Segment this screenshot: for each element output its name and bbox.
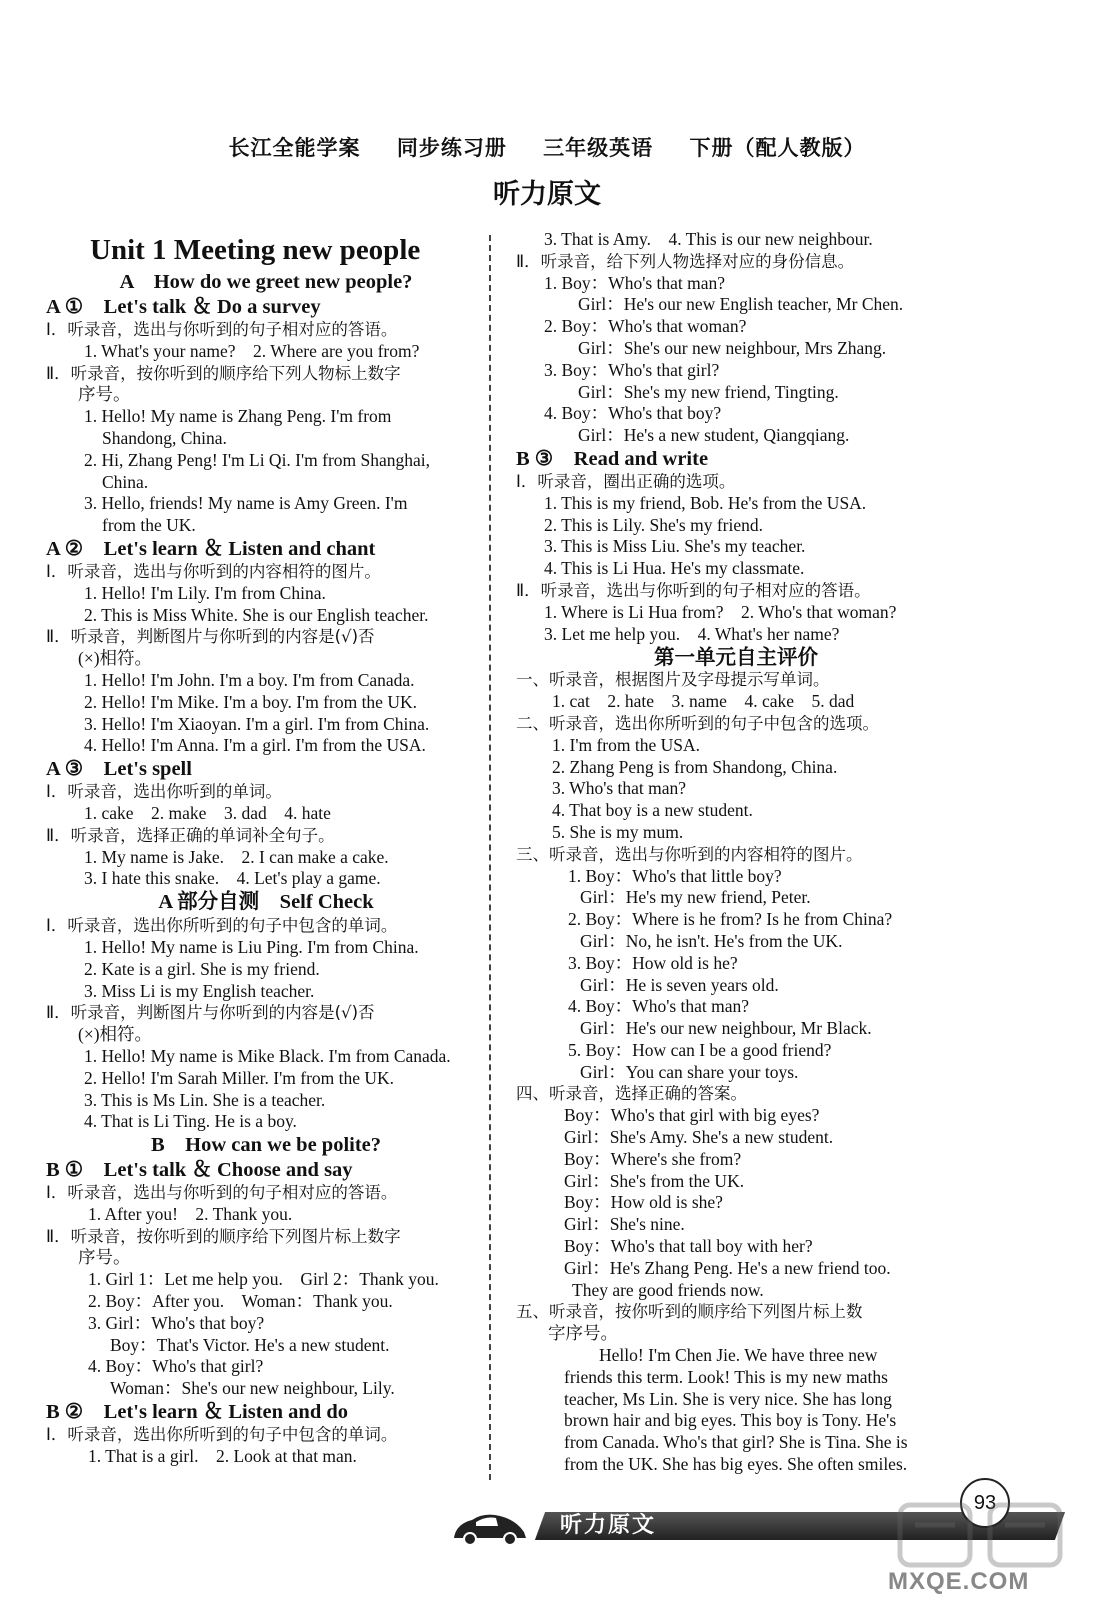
text-line: Girl：He's our new neighbour, Mr Black. bbox=[580, 1018, 872, 1039]
text-line: 3. I hate this snake. 4. Let's play a game. bbox=[84, 868, 381, 889]
text-line: 1. After you! 2. Thank you. bbox=[88, 1203, 293, 1224]
watermark-text: MXQE.COM bbox=[888, 1568, 1030, 1595]
section-heading: A ① Let's talk ＆ Do a survey bbox=[46, 296, 321, 318]
text-line: Shandong, China. bbox=[102, 427, 227, 448]
text-line: 1. My name is Jake. 2. I can make a cake. bbox=[84, 846, 389, 867]
text-line: China. bbox=[102, 471, 149, 492]
text-line: from the UK. bbox=[102, 515, 196, 536]
text-line: Boy：Who's that girl with big eyes? bbox=[564, 1105, 820, 1126]
question-line: 四、听录音，选择正确的答案。 bbox=[516, 1084, 747, 1104]
text-line: (×)相符。 bbox=[78, 648, 153, 669]
text-line: 3. This is Ms Lin. She is a teacher. bbox=[84, 1089, 326, 1110]
text-line: 3. Who's that man? bbox=[552, 778, 687, 799]
text-line: 2. Hello! I'm Mike. I'm a boy. I'm from the UK. bbox=[84, 691, 417, 712]
text-line: 1. Hello! I'm Lily. I'm from China. bbox=[84, 582, 326, 603]
text-line: Girl：He's Zhang Peng. He's a new friend too. bbox=[564, 1257, 891, 1278]
text-line: Girl：He's our new English teacher, Mr Chen. bbox=[578, 294, 904, 315]
text-line: 2. Boy：Who's that woman? bbox=[544, 316, 747, 337]
text-line: 3. Let me help you. 4. What's her name? bbox=[544, 623, 840, 644]
page-title: 听力原文 bbox=[493, 179, 601, 210]
column-divider bbox=[489, 235, 491, 1480]
section-heading: Unit 1 Meeting new people bbox=[90, 234, 421, 266]
text-line: 4. Boy：Who's that boy? bbox=[544, 403, 722, 424]
text-line: 1. cake 2. make 3. dad 4. hate bbox=[84, 802, 331, 823]
section-heading: B ① Let's talk ＆ Choose and say bbox=[46, 1159, 353, 1182]
text-line: brown hair and big eyes. This boy is Tony. He's bbox=[564, 1410, 897, 1431]
left-column bbox=[46, 230, 486, 1468]
text-line: 字序号。 bbox=[548, 1323, 618, 1344]
text-line: 3. Boy：How old is he? bbox=[568, 952, 738, 973]
text-line: 1. Hello! My name is Mike Black. I'm from Canada. bbox=[84, 1045, 451, 1066]
page-number: 93 bbox=[960, 1478, 1010, 1528]
section-heading: 第一单元自主评价 bbox=[654, 645, 818, 670]
text-line: Girl：She's our new neighbour, Mrs Zhang. bbox=[578, 337, 887, 358]
question-line: Ⅰ．听录音，圈出正确的选项。 bbox=[516, 471, 736, 491]
text-line: 3. Hello, friends! My name is Amy Green. I'm bbox=[84, 493, 408, 514]
question-line: 一、听录音，根据图片及字母提示写单词。 bbox=[516, 670, 830, 690]
text-line: 1. Boy：Who's that little boy? bbox=[568, 865, 782, 886]
text-line: Girl：He is seven years old. bbox=[580, 974, 779, 995]
header-part: 长江全能学案 bbox=[228, 136, 361, 160]
section-heading: A ② Let's learn ＆ Listen and chant bbox=[46, 537, 376, 560]
text-line: 1. cat 2. hate 3. name 4. cake 5. dad bbox=[552, 691, 855, 712]
question-line: Ⅰ．听录音，选出与你听到的内容相符的图片。 bbox=[46, 561, 381, 581]
text-line: Girl：You can share your toys. bbox=[580, 1061, 799, 1082]
text-line: 2. Boy：Where is he from? Is he from China? bbox=[568, 909, 893, 930]
question-line: Ⅰ．听录音，选出你所听到的句子中包含的单词。 bbox=[46, 916, 398, 936]
text-line: Boy：Who's that tall boy with her? bbox=[564, 1236, 813, 1257]
question-line: Ⅰ．听录音，选出你听到的单词。 bbox=[46, 782, 282, 802]
section-heading: A How do we greet new people? bbox=[119, 271, 413, 293]
section-heading: B How can we be polite? bbox=[150, 1134, 382, 1157]
header-part: 三年级英语 bbox=[543, 136, 654, 160]
question-line: Ⅰ．听录音，选出与你听到的句子相对应的答语。 bbox=[46, 320, 398, 339]
text-line: 4. This is Li Hua. He's my classmate. bbox=[544, 558, 805, 579]
text-line: 序号。 bbox=[78, 384, 131, 405]
text-line: 2. Hi, Zhang Peng! I'm Li Qi. I'm from Shanghai, bbox=[84, 449, 431, 470]
text-line: 2. This is Miss White. She is our English teacher. bbox=[84, 604, 429, 625]
question-line: Ⅱ．听录音，判断图片与你听到的内容是(√)否 bbox=[46, 627, 375, 647]
text-line: 2. Kate is a girl. She is my friend. bbox=[84, 958, 320, 979]
text-line: 3. That is Amy. 4. This is our new neighbour. bbox=[544, 229, 873, 249]
question-line: Ⅱ．听录音，按你听到的顺序给下列图片标上数字 bbox=[46, 1226, 401, 1246]
text-line: 1. Girl 1：Let me help you. Girl 2：Thank you. bbox=[88, 1269, 439, 1290]
footer-label: 听力原文 bbox=[560, 1513, 657, 1538]
text-line: 2. Hello! I'm Sarah Miller. I'm from the UK. bbox=[84, 1067, 395, 1088]
section-heading: B ② Let's learn ＆ Listen and do bbox=[46, 1401, 348, 1424]
question-line: Ⅱ．听录音，判断图片与你听到的内容是(√)否 bbox=[46, 1003, 375, 1023]
text-line: Girl：She's my new friend, Tingting. bbox=[578, 381, 839, 402]
text-line: Hello! I'm Chen Jie. We have three new bbox=[564, 1345, 878, 1366]
car-icon bbox=[450, 1510, 530, 1546]
text-line: 1. Boy：Who's that man? bbox=[544, 272, 726, 293]
text-line: 1. This is my friend, Bob. He's from the USA. bbox=[544, 492, 867, 513]
text-line: 1. I'm from the USA. bbox=[552, 734, 700, 755]
text-line: 4. Boy：Who's that man? bbox=[568, 996, 750, 1017]
question-line: Ⅱ．听录音，选出与你听到的句子相对应的答语。 bbox=[516, 580, 871, 600]
text-line: Girl：He's my new friend, Peter. bbox=[580, 887, 811, 908]
text-line: 2. Zhang Peng is from Shandong, China. bbox=[552, 756, 838, 777]
text-line: They are good friends now. bbox=[572, 1279, 764, 1300]
text-line: 4. Boy：Who's that girl? bbox=[88, 1356, 264, 1377]
text-line: Girl：No, he isn't. He's from the UK. bbox=[580, 930, 843, 951]
text-line: 1. Where is Li Hua from? 2. Who's that woman? bbox=[544, 601, 897, 622]
text-line: 5. She is my mum. bbox=[552, 821, 684, 842]
text-line: 1. Hello! My name is Zhang Peng. I'm from bbox=[84, 406, 392, 427]
text-line: 3. Boy：Who's that girl? bbox=[544, 359, 720, 380]
section-heading: B ③ Read and write bbox=[516, 447, 709, 470]
text-line: Boy：Where's she from? bbox=[564, 1148, 742, 1169]
question-line: Ⅱ．听录音，按你听到的顺序给下列人物标上数字 bbox=[46, 363, 401, 383]
question-line: 三、听录音，选出与你听到的内容相符的图片。 bbox=[516, 844, 863, 864]
text-line: friends this term. Look! This is my new maths bbox=[564, 1366, 888, 1387]
section-heading: A 部分自测 Self Check bbox=[158, 891, 374, 914]
text-line: 4. That boy is a new student. bbox=[552, 800, 753, 821]
text-line: 3. Miss Li is my English teacher. bbox=[84, 980, 315, 1001]
text-line: 3. This is Miss Liu. She's my teacher. bbox=[544, 536, 806, 557]
text-line: (×)相符。 bbox=[78, 1024, 153, 1045]
text-line: 2. Boy：After you. Woman：Thank you. bbox=[88, 1291, 393, 1312]
text-line: 4. Hello! I'm Anna. I'm a girl. I'm from the USA. bbox=[84, 735, 426, 756]
text-line: Girl：She's Amy. She's a new student. bbox=[564, 1127, 834, 1148]
question-line: 二、听录音，选出你所听到的句子中包含的选项。 bbox=[516, 713, 879, 733]
text-line: 1. Hello! My name is Liu Ping. I'm from China. bbox=[84, 936, 419, 957]
text-line: 4. That is Li Ting. He is a boy. bbox=[84, 1111, 297, 1132]
text-line: Girl：She's nine. bbox=[564, 1214, 685, 1235]
text-line: Boy：That's Victor. He's a new student. bbox=[110, 1334, 390, 1355]
text-line: Girl：He's a new student, Qiangqiang. bbox=[578, 425, 850, 446]
text-line: teacher, Ms Lin. She is very nice. She has long bbox=[564, 1388, 892, 1409]
header-part: 同步练习册 bbox=[396, 136, 507, 160]
text-line: 1. What's your name? 2. Where are you from? bbox=[84, 340, 420, 361]
question-line: Ⅰ．听录音，选出你所听到的句子中包含的单词。 bbox=[46, 1425, 398, 1445]
right-column bbox=[516, 229, 956, 1476]
text-line: 3. Hello! I'm Xiaoyan. I'm a girl. I'm from China. bbox=[84, 713, 430, 734]
text-line: from the UK. She has big eyes. She often smiles. bbox=[564, 1454, 908, 1475]
text-line: Boy：How old is she? bbox=[564, 1192, 723, 1213]
text-line: 3. Girl：Who's that boy? bbox=[88, 1312, 265, 1333]
question-line: Ⅱ．听录音，选择正确的单词补全句子。 bbox=[46, 825, 335, 845]
book-header bbox=[0, 132, 1094, 162]
text-line: 序号。 bbox=[78, 1247, 131, 1268]
question-line: 五、听录音，按你听到的顺序给下列图片标上数 bbox=[516, 1302, 863, 1322]
header-part: 下册（配人教版） bbox=[689, 136, 866, 160]
text-line: Woman：She's our new neighbour, Lily. bbox=[110, 1378, 395, 1399]
text-line: 2. This is Lily. She's my friend. bbox=[544, 514, 763, 535]
text-line: 1. Hello! I'm John. I'm a boy. I'm from Canada. bbox=[84, 669, 415, 690]
text-line: Girl：She's from the UK. bbox=[564, 1170, 745, 1191]
text-line: 5. Boy：How can I be a good friend? bbox=[568, 1039, 832, 1060]
question-line: Ⅱ．听录音，给下列人物选择对应的身份信息。 bbox=[516, 251, 855, 271]
text-line: from Canada. Who's that girl? She is Tina. She is bbox=[564, 1432, 908, 1453]
question-line: Ⅰ．听录音，选出与你听到的句子相对应的答语。 bbox=[46, 1183, 398, 1203]
section-heading: A ③ Let's spell bbox=[46, 758, 192, 781]
text-line: 1. That is a girl. 2. Look at that man. bbox=[88, 1445, 357, 1466]
